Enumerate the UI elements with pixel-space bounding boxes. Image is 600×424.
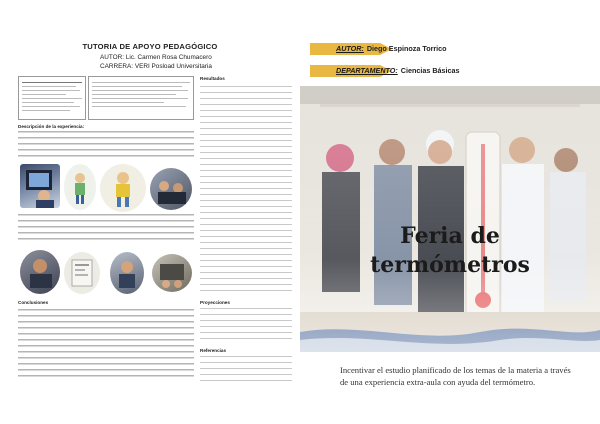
photo-student-writing [20,250,60,294]
left-career-line [100,63,212,70]
photo-classroom [110,252,144,294]
left-career-name: VERI Posload Universitaria [134,63,212,70]
conclusions-heading: Conclusiones [18,300,49,305]
department-row [336,66,460,75]
projections-text-block [200,308,292,342]
hero-title-line-2: termómetros [370,252,530,278]
info-box-middle [88,76,194,120]
references-heading: Referencias [200,348,227,353]
activity-text-block [18,214,194,244]
photo-student-computer [20,164,60,208]
description-text: Incentivar el estudio planificado de los temas de la materia a través de una experiencia extra-aula con ayuda del termómetro. [340,365,571,387]
photo-drawing-2 [100,164,146,212]
hero-title-line-1: Feria de [400,223,500,249]
photo-workshop [152,254,192,292]
hero-photo [300,86,600,352]
results-heading: Resultados [200,76,225,81]
photo-group-activity [150,168,192,210]
right-page [300,0,600,424]
department-key: DEPARTAMENTO: [336,66,398,75]
author-row [336,44,447,53]
hero-illustration [300,86,600,352]
left-page-title: TUTORIA DE APOYO PEDAGÓGICO [82,42,218,51]
info-box-left [18,76,86,120]
author-key: AUTOR: [336,44,364,53]
results-text-block [200,86,292,294]
author-value: Diego Espinoza Torrico [366,44,447,53]
left-author-label: AUTOR: [100,54,125,61]
conclusions-text-block [18,309,194,381]
photo-drawing-1 [64,164,96,210]
description-text-block [18,131,194,157]
photo-poster [64,252,100,294]
description-heading: Descripción de la experiencia: [18,124,85,129]
left-author-name: Lic. Carmen Rosa Chumacero [125,54,212,61]
references-text-block [200,356,292,382]
projections-heading: Proyecciones [200,300,230,305]
left-author-line [100,54,212,61]
department-value: Ciencias Básicas [400,66,460,75]
left-career-label: CARRERA: [100,63,134,70]
hero-title [300,222,600,280]
